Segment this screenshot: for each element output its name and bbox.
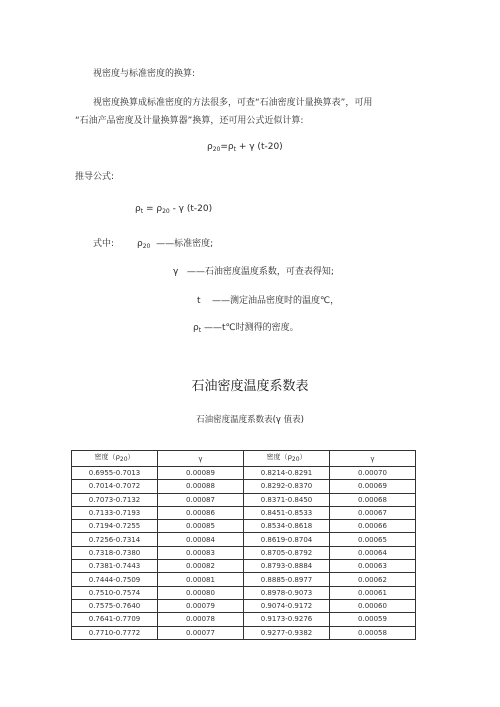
formula-standard-density: $\rho_{20}=\rho_t + \gamma$ (t-20)	[207, 142, 283, 153]
table-cell: 0.7710-0.7772	[72, 626, 158, 639]
table-row	[72, 573, 416, 586]
table-title: 石油密度温度系数表	[191, 379, 309, 394]
derived-formula-label: 推导公式:	[75, 172, 115, 182]
table-row	[72, 626, 416, 639]
table-row	[72, 506, 416, 519]
table-cell: 0.00081	[158, 573, 244, 586]
table-cell: 0.7444-0.7509	[72, 573, 158, 586]
table-cell: 0.00061	[330, 586, 416, 599]
table-cell: 0.00082	[158, 560, 244, 573]
table-cell: 0.8978-0.9073	[244, 586, 330, 599]
table-cell: 0.9173-0.9276	[244, 613, 330, 626]
table-row	[72, 480, 416, 493]
table-cell: 0.00059	[330, 613, 416, 626]
table-cell: 0.8885-0.8977	[244, 573, 330, 586]
density-coefficient-table	[71, 450, 416, 640]
where-line-rho20: $\rho_{20}$ ——标准密度;	[137, 239, 214, 250]
table-row	[72, 613, 416, 626]
table-cell: 0.00068	[330, 493, 416, 506]
table-cell: 0.8705-0.8792	[244, 546, 330, 559]
table-cell: 0.00063	[330, 560, 416, 573]
table-cell: 0.9277-0.9382	[244, 626, 330, 639]
table-cell: 0.7510-0.7574	[72, 586, 158, 599]
table-cell: 0.7381-0.7443	[72, 560, 158, 573]
table-cell: 0.00080	[158, 586, 244, 599]
table-cell: 0.00089	[158, 467, 244, 480]
paragraph-line-1: 视密度换算成标准密度的方法很多，可查“石油密度计量换算表”，可用	[93, 98, 373, 108]
table-cell: 0.8451-0.8533	[244, 506, 330, 519]
table-cell: 0.8371-0.8450	[244, 493, 330, 506]
where-line-rhot: $\rho_t$ ——t℃时测得的密度。	[193, 323, 299, 334]
table-cell: 0.00085	[158, 520, 244, 533]
table-cell: 0.00069	[330, 480, 416, 493]
table-cell: 0.00083	[158, 546, 244, 559]
table-cell: 0.00084	[158, 533, 244, 546]
paragraph-line-2: “石油产品密度及计量换算器”换算，还可用公式近似计算:	[75, 116, 304, 126]
header-gamma-2: γ	[330, 451, 416, 467]
table-cell: 0.7256-0.7314	[72, 533, 158, 546]
table-row	[72, 493, 416, 506]
table-cell: 0.00078	[158, 613, 244, 626]
table-cell: 0.00070	[330, 467, 416, 480]
table-cell: 0.8214-0.8291	[244, 467, 330, 480]
table-cell: 0.7014-0.7072	[72, 480, 158, 493]
table-cell: 0.8292-0.8370	[244, 480, 330, 493]
table-row	[72, 533, 416, 546]
table-cell: 0.8619-0.8704	[244, 533, 330, 546]
table-row	[72, 599, 416, 612]
table-cell: 0.8793-0.8884	[244, 560, 330, 573]
table-row	[72, 546, 416, 559]
table-cell: 0.7318-0.7380	[72, 546, 158, 559]
table-cell: 0.00060	[330, 599, 416, 612]
header-gamma-1: γ	[158, 451, 244, 467]
table-cell: 0.7194-0.7255	[72, 520, 158, 533]
table-caption: 石油密度温度系数表(γ 值表)	[196, 415, 304, 425]
where-line-gamma: γ ——石油密度温度系数，可查表得知;	[173, 267, 334, 277]
table-cell: 0.00079	[158, 599, 244, 612]
table-cell: 0.00087	[158, 493, 244, 506]
table-row	[72, 520, 416, 533]
header-density-1: 密度$(\rho_{20})$	[72, 451, 158, 467]
table-header-row	[72, 451, 416, 467]
table-cell: 0.7641-0.7709	[72, 613, 158, 626]
table-cell: 0.00086	[158, 506, 244, 519]
header-density-2: 密度$(\rho_{20})$	[244, 451, 330, 467]
table-cell: 0.7575-0.7640	[72, 599, 158, 612]
table-cell: 0.00058	[330, 626, 416, 639]
table-cell: 0.00067	[330, 506, 416, 519]
table-cell: 0.00088	[158, 480, 244, 493]
table-cell: 0.8534-0.8618	[244, 520, 330, 533]
table-cell: 0.00065	[330, 533, 416, 546]
where-label: 式中:	[93, 239, 115, 249]
table-cell: 0.00077	[158, 626, 244, 639]
table-cell: 0.9074-0.9172	[244, 599, 330, 612]
table-cell: 0.00064	[330, 546, 416, 559]
table-row	[72, 586, 416, 599]
table-cell: 0.7133-0.7193	[72, 506, 158, 519]
where-line-t: t ——测定油品密度时的温度℃，	[197, 296, 340, 306]
table-row	[72, 467, 416, 480]
section-heading: 视密度与标准密度的换算:	[93, 69, 196, 79]
table-cell: 0.7073-0.7132	[72, 493, 158, 506]
table-cell: 0.00062	[330, 573, 416, 586]
table-cell: 0.00066	[330, 520, 416, 533]
table-row	[72, 560, 416, 573]
table-cell: 0.6955-0.7013	[72, 467, 158, 480]
formula-apparent-density: $\rho_t = \rho_{20} - \gamma$ (t-20)	[135, 204, 213, 215]
